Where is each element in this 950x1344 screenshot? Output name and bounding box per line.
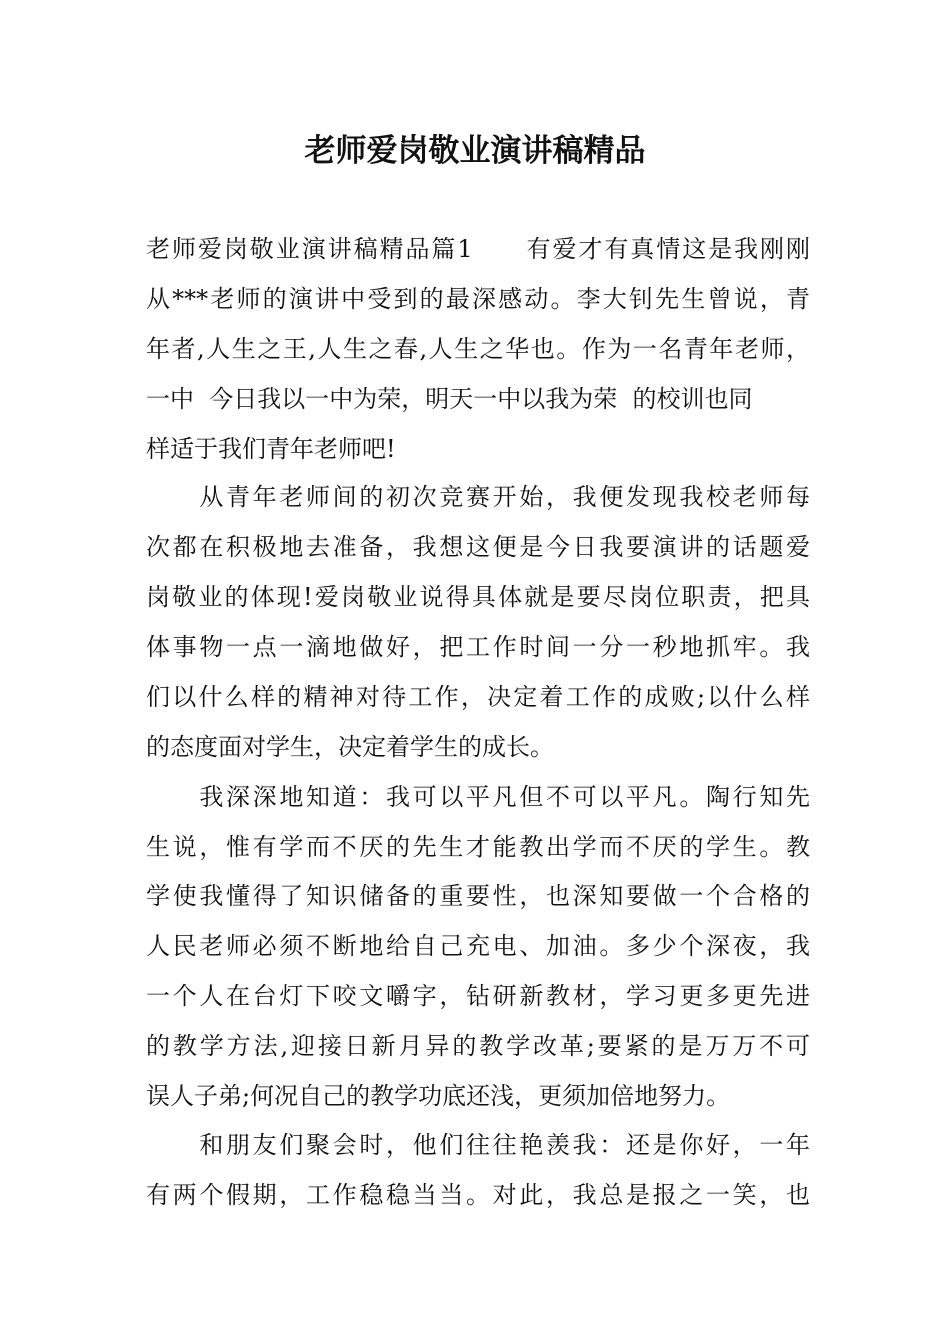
text-line: 岗敬业的体现!爱岗敬业说得具体就是要尽岗位职责，把具: [146, 583, 810, 611]
text-line: 从***老师的演讲中受到的最深感动。李大钊先生曾说，青: [146, 285, 810, 313]
text-line: 体事物一点一滴地做好，把工作时间一分一秒地抓牢。我: [146, 633, 810, 661]
text-line: 年者,人生之王,人生之春,人生之华也。作为一名青年老师，: [146, 335, 810, 363]
text-line: 误人子弟;何况自己的教学功底还浅，更须加倍地努力。: [146, 1082, 731, 1110]
text-line: 我深深地知道：我可以平凡但不可以平凡。陶行知先: [146, 783, 810, 811]
text-line: 的态度面对学生，决定着学生的成长。: [146, 733, 554, 761]
text-line: 学使我懂得了知识储备的重要性，也深知要做一个合格的: [146, 882, 810, 910]
text-line: 生说，惟有学而不厌的先生才能教出学而不厌的学生。教: [146, 833, 810, 861]
text-line: 有两个假期，工作稳稳当当。对此，我总是报之一笑，也: [146, 1181, 810, 1209]
text-line: 的教学方法,迎接日新月异的教学改革;要紧的是万万不可: [146, 1032, 810, 1060]
page-title: 老师爱岗敬业演讲稿精品: [304, 133, 646, 169]
text-line: 们以什么样的精神对待工作，决定着工作的成败;以什么样: [146, 683, 810, 711]
text-line: 和朋友们聚会时，他们往往艳羡我：还是你好，一年: [146, 1131, 810, 1159]
text-line: 一中 今日我以一中为荣，明天一中以我为荣 的校训也同: [146, 385, 753, 413]
text-line: 人民老师必须不断地给自己充电、加油。多少个深夜，我: [146, 932, 810, 960]
text-line: 次都在积极地去准备，我想这便是今日我要演讲的话题爱: [146, 533, 810, 561]
text-line: 一个人在台灯下咬文嚼字，钻研新教材，学习更多更先进: [146, 982, 810, 1010]
text-line: 样适于我们青年老师吧!: [146, 435, 396, 463]
text-line: 从青年老师间的初次竞赛开始，我便发现我校老师每: [146, 483, 810, 511]
text-line: 老师爱岗敬业演讲稿精品篇1 有爱才有真情这是我刚刚: [146, 235, 810, 263]
